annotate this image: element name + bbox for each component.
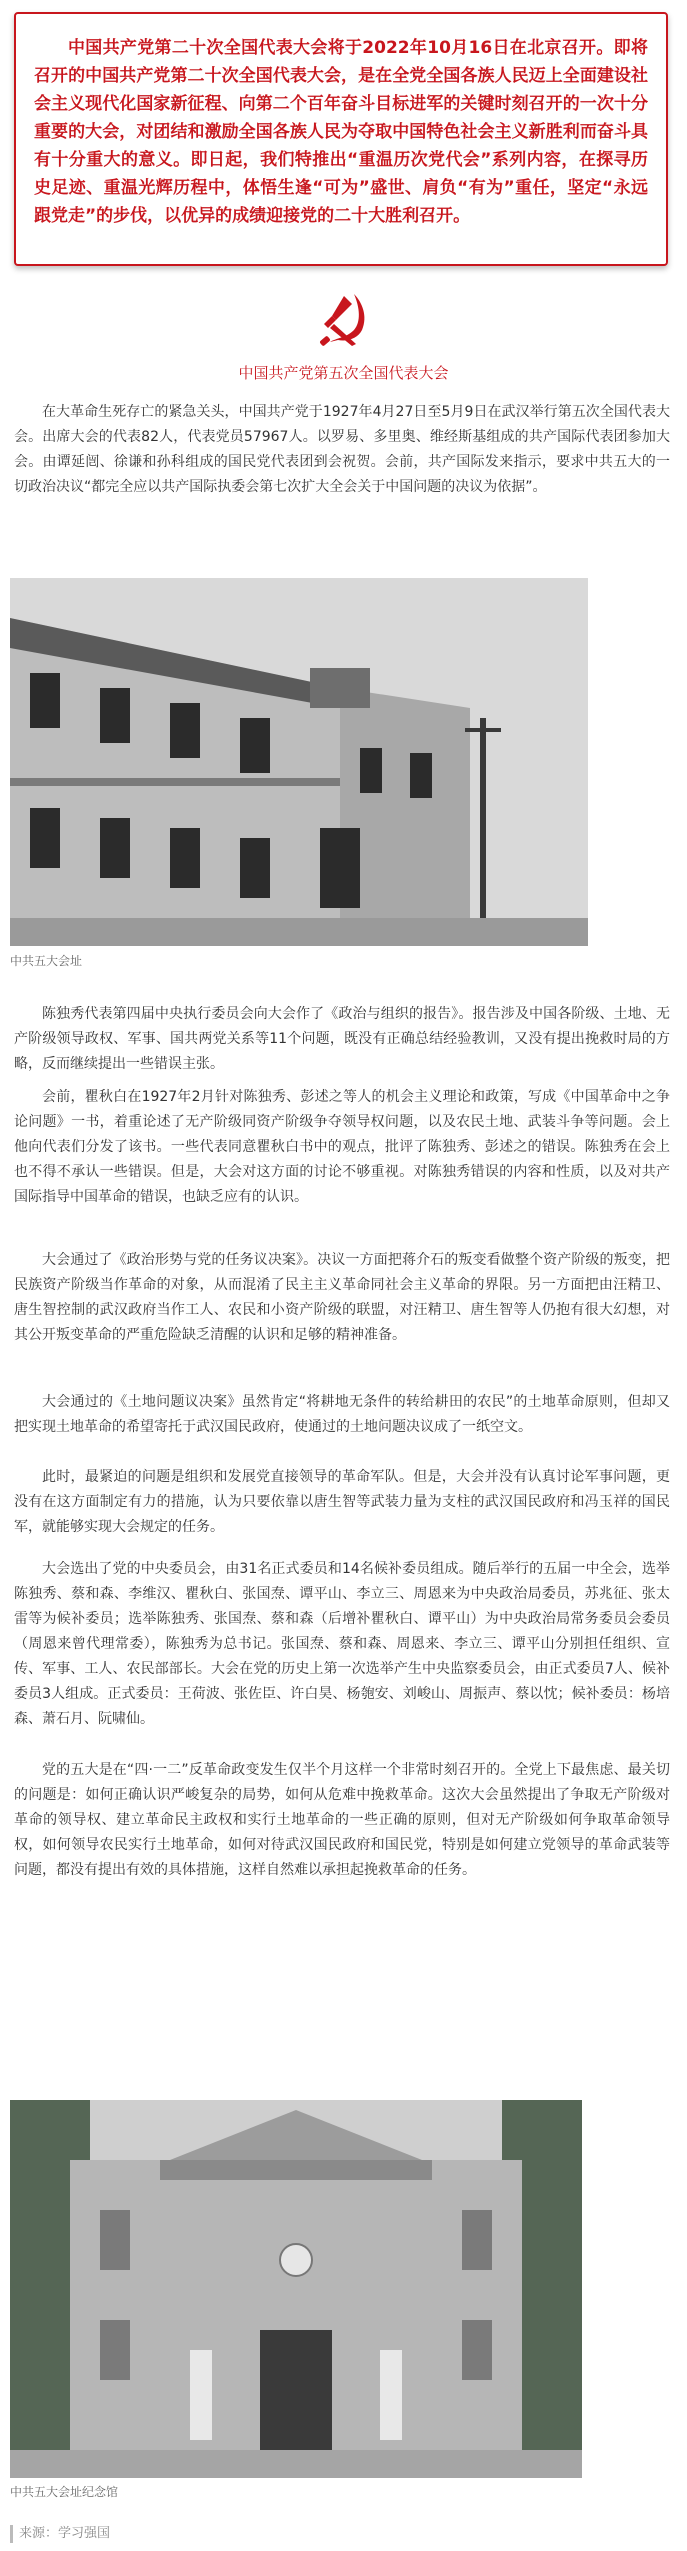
congress-site-photo (10, 578, 588, 946)
paragraph-4: 大会通过了《政治形势与党的任务议决案》。决议一方面把蒋介石的叛变看做整个资产阶级的叛变，把民族资产阶级当作革命的对象，从而混淆了民主主义革命同社会主义革命的界限。另一方面把由汪精卫、唐生智控制的武汉政府当作工人、农民和小资产阶级的联盟，对汪精卫、唐生智等人仍抱有很大幻想，对其公开叛变革命的严重危险缺乏清醒的认识和足够的精神准备。 (14, 1252, 670, 1343)
paragraph-2: 陈独秀代表第四届中央执行委员会向大会作了《政治与组织的报告》。报告涉及中国各阶级、土地、无产阶级领导政权、军事、国共两党关系等11个问题，既没有正确总结经验教训，又没有提出挽救时局的方略，反而继续提出一些错误主张。 (14, 1006, 670, 1072)
paragraph-5: 大会通过的《土地问题议决案》虽然肯定“将耕地无条件的转给耕田的农民”的土地革命原则，但却又把实现土地革命的希望寄托于武汉国民政府，使通过的土地问题决议成了一纸空文。 (14, 1394, 670, 1435)
photo-caption-1: 中共五大会址 (10, 954, 83, 968)
memorial-hall-photo (10, 2100, 582, 2478)
party-emblem-icon (314, 290, 372, 348)
intro-text: 中国共产党第二十次全国代表大会将于2022年10月16日在北京召开。即将召开的中国共产党第二十次全国代表大会，是在全党全国各族人民迈上全面建设社会主义现代化国家新征程、向第二个百年奋斗目标进军的关键时刻召开的一次十分重要的大会，对团结和激励全国各族人民为夺取中国特色社会主义新胜利而奋斗具有十分重大的意义。即日起，我们特推出“重温历次党代会”系列内容，在探寻历史足迹、重温光辉历程中，体悟生逢“可为”盛世、肩负“有为”重任，坚定“永远跟党走”的步伐，以优异的成绩迎接党的二十大胜利召开。 (34, 38, 648, 226)
paragraph-3: 会前，瞿秋白在1927年2月针对陈独秀、彭述之等人的机会主义理论和政策，写成《中国革命中之争论问题》一书，着重论述了无产阶级同资产阶级争夺领导权问题，以及农民土地、武装斗争等问题。会上他向代表们分发了该书。一些代表同意瞿秋白书中的观点，批评了陈独秀、彭述之的错误。陈独秀在会上也不得不承认一些错误。但是，大会对这方面的讨论不够重视。对陈独秀错误的内容和性质，以及对共产国际指导中国革命的错误，也缺乏应有的认识。 (14, 1089, 670, 1205)
paragraph-8: 党的五大是在“四·一二”反革命政变发生仅半个月这样一个非常时刻召开的。全党上下最焦虑、最关切的问题是：如何正确认识严峻复杂的局势，如何从危难中挽救革命。这次大会虽然提出了争取无产阶级对革命的领导权、建立革命民主政权和实行土地革命的一些正确的原则，但对无产阶级如何争取革命领导权，如何领导农民实行土地革命，如何对待武汉国民政府和国民党，特别是如何建立党领导的革命武装等问题，都没有提出有效的具体措施，这样自然难以承担起挽救革命的任务。 (14, 1762, 670, 1878)
paragraph-1: 在大革命生死存亡的紧急关头，中国共产党于1927年4月27日至5月9日在武汉举行第五次全国代表大会。出席大会的代表82人，代表党员57967人。以罗易、多里奥、维经斯基组成的共产国际代表团参加大会。由谭延闿、徐谦和孙科组成的国民党代表团到会祝贺。会前，共产国际发来指示，要求中共五大的一切政治决议“都完全应以共产国际执委会第七次扩大全会关于中国问题的决议为依据”。 (14, 404, 670, 495)
photo-caption-2: 中共五大会址纪念馆 (10, 2485, 119, 2499)
source-label: 来源：学习强国 (10, 2525, 110, 2543)
intro-box (14, 12, 668, 266)
paragraph-6: 此时，最紧迫的问题是组织和发展党直接领导的革命军队。但是，大会并没有认真讨论军事问题，更没有在这方面制定有力的措施，认为只要依靠以唐生智等武装力量为支柱的武汉国民政府和冯玉祥的国民军，就能够实现大会规定的任务。 (14, 1469, 670, 1535)
section-title: 中国共产党第五次全国代表大会 (238, 364, 449, 382)
paragraph-7: 大会选出了党的中央委员会，由31名正式委员和14名候补委员组成。随后举行的五届一中全会，选举陈独秀、蔡和森、李维汉、瞿秋白、张国焘、谭平山、李立三、周恩来为中央政治局委员，苏兆征、张太雷等为候补委员；选举陈独秀、张国焘、蔡和森（后增补瞿秋白、谭平山）为中央政治局常务委员会委员（周恩来曾代理常委），陈独秀为总书记。张国焘、蔡和森、周恩来、李立三、谭平山分别担任组织、宣传、军事、工人、农民部部长。大会在党的历史上第一次选举产生中央监察委员会，由正式委员7人、候补委员3人组成。正式委员：王荷波、张佐臣、许白昊、杨匏安、刘峻山、周振声、蔡以忱；候补委员：杨培森、萧石月、阮啸仙。 (14, 1561, 670, 1727)
